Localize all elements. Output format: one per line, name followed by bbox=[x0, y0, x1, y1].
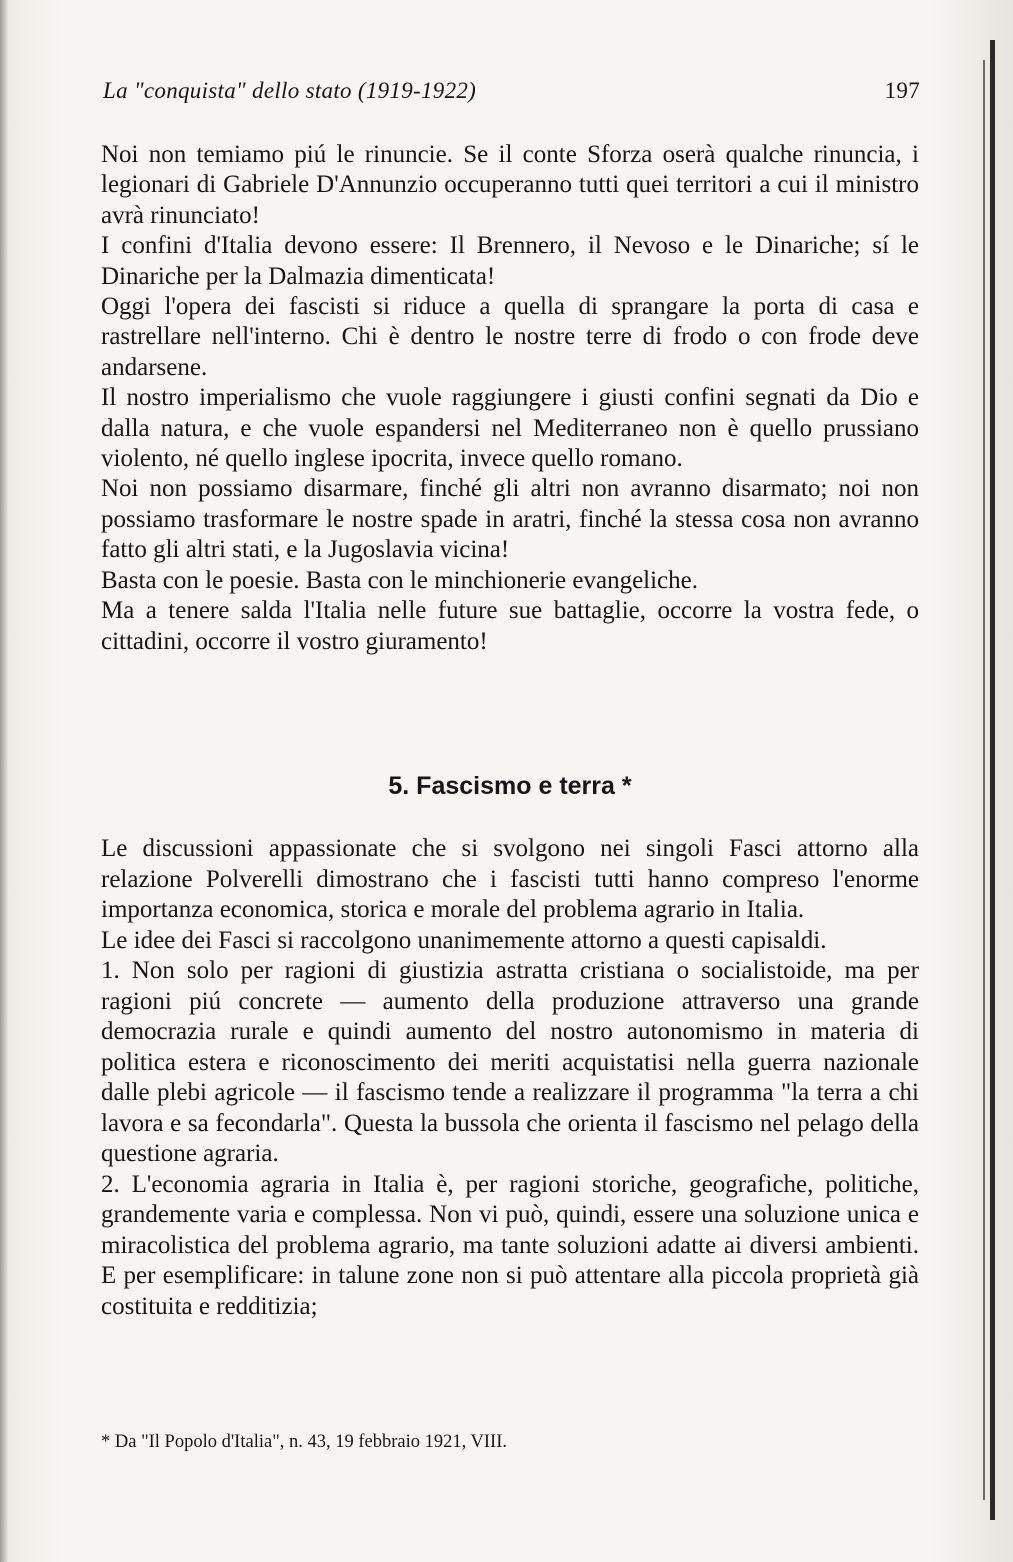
scan-edge-left bbox=[0, 0, 8, 1562]
paragraph: Ma a tenere salda l'Italia nelle future sue battaglie, occorre la vostra fede, o cittadini, occorre il vostro giuramento! bbox=[101, 597, 919, 655]
paragraph: Noi non possiamo disarmare, finché gli altri non avranno disarmato; noi non possiamo trasformare le nostre spade in aratri, finché la stessa cosa non avranno fatto gli altri stati, e la Jugoslavia vicina! bbox=[101, 475, 919, 564]
section-title: 5. Fascismo e terra * bbox=[388, 772, 632, 800]
paragraph: Le discussioni appassionate che si svolgono nei singoli Fasci attorno alla relazione Polverelli dimostrano che i fascisti tutti hanno compreso l'enorme importanza economica, storica e morale del problema agrario in Italia. bbox=[101, 835, 919, 923]
scan-edge-right-inner bbox=[983, 60, 985, 1500]
paragraph: Basta con le poesie. Basta con le minchionerie evangeliche. bbox=[101, 566, 698, 594]
footnote: * Da "Il Popolo d'Italia", n. 43, 19 febbraio 1921, VIII. bbox=[101, 1432, 508, 1452]
body-text-top bbox=[101, 140, 919, 657]
running-title: La "conquista" dello stato (1919-1922) bbox=[103, 78, 477, 103]
body-text-section bbox=[101, 834, 919, 1322]
paragraph: Il nostro imperialismo che vuole raggiungere i giusti confini segnati da Dio e dalla natura, e che vuole espandersi nel Mediterraneo non è quello prussiano violento, né quello inglese ipocrita, invece quello romano. bbox=[101, 384, 919, 473]
paragraph: Noi non temiamo piú le rinuncie. Se il conte Sforza oserà qualche rinuncia, i legionari di Gabriele D'Annunzio occuperanno tutti quei territori a cui il ministro avrà rinunciato! bbox=[101, 141, 919, 229]
running-head bbox=[103, 78, 920, 104]
paragraph: Le idee dei Fasci si raccolgono unanimemente attorno a questi capisaldi. bbox=[101, 926, 827, 954]
paragraph: 1. Non solo per ragioni di giustizia astratta cristiana o socialistoide, ma per ragioni piú concrete — aumento della produzione attraverso una grande democrazia rurale e quindi aumento del nostro autonomismo in materia di politica estera e riconoscimento dei meriti acquistatisi nella guerra nazionale dalle plebi agricole — il fascismo tende a realizzare il programma "la terra a chi lavora e sa fecondarla". Questa la bussola che orienta il fascismo nel pelago della questione agraria. bbox=[101, 957, 919, 1167]
paragraph: Oggi l'opera dei fascisti si riduce a quella di sprangare la porta di casa e rastrellare nell'interno. Chi è dentro le nostre terre di frodo o con frode deve andarsene. bbox=[101, 293, 919, 381]
paragraph: I confini d'Italia devono essere: Il Brennero, il Nevoso e le Dinariche; sí le Dinariche per la Dalmazia dimenticata! bbox=[101, 232, 919, 290]
page-number: 197 bbox=[884, 78, 920, 103]
scan-edge-right bbox=[990, 40, 995, 1520]
paragraph: 2. L'economia agraria in Italia è, per ragioni storiche, geografiche, politiche, grandemente varia e complessa. Non vi può, quindi, essere una soluzione unica e miracolistica del problema agrario, ma tante soluzioni adatte ai diversi ambienti. E per esemplificare: in talune zone non si può attentare alla piccola proprietà già costituita e redditizia; bbox=[101, 1170, 919, 1320]
